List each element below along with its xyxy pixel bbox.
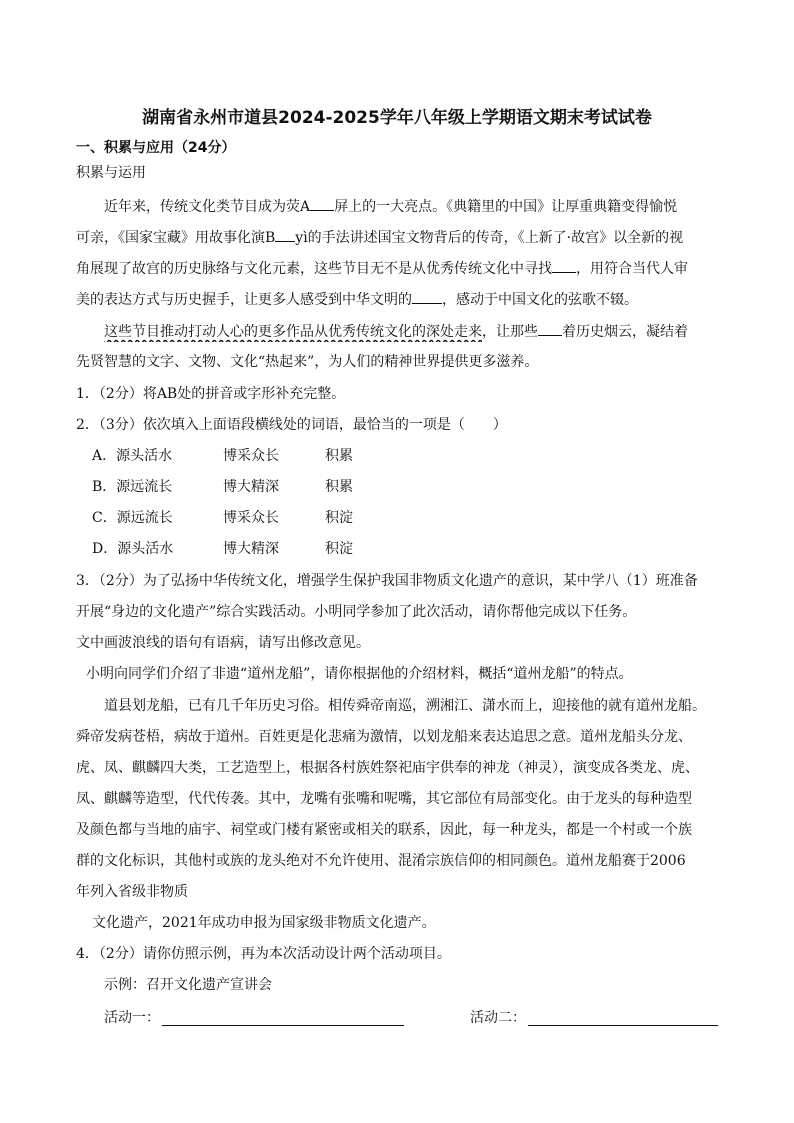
question-3-subtask: 小明向同学们介绍了非遗“道州龙船”，请你根据他的介绍材料，概括“道州龙船”的特点。	[86, 666, 633, 682]
option-label: A．源头活水	[92, 448, 173, 464]
blank-3	[538, 321, 562, 336]
blank-a	[310, 196, 334, 211]
question-3: 3．（2分）为了弘扬中华传统文化，增强学生保护我国非物质文化遗产的意识，某中学八（1）班准备	[76, 573, 698, 589]
material-line: 年列入省级非物质	[76, 884, 188, 900]
option-label: D．源头活水	[92, 541, 174, 557]
option-word: 博大精深	[223, 479, 279, 495]
passage-line	[104, 196, 728, 217]
passage-text: 着历史烟云，凝结着	[562, 324, 688, 340]
blank-2	[412, 289, 442, 304]
question-2: 2．（3分）依次填入上面语段横线处的词语，最恰当的一项是（ ）	[76, 417, 507, 433]
option-word: 积淀	[325, 510, 353, 526]
example-text: 示例：召开文化遗产宣讲会	[104, 977, 272, 993]
question-4: 4．（2分）请你仿照示例，再为本次活动设计两个活动项目。	[76, 946, 451, 962]
passage-text: ，让那些	[482, 324, 538, 340]
passage-line	[104, 321, 728, 342]
subheading: 积累与运用	[76, 165, 146, 181]
question-3-subtask: 文中画波浪线的语句有语病，请写出修改意见。	[76, 635, 370, 651]
passage-text: ，用符合当代人审	[576, 261, 688, 277]
option-word: 博采众长	[223, 448, 279, 464]
material-line: 文化遗产，2021年成功申报为国家级非物质文化遗产。	[92, 915, 436, 931]
section-heading: 一、积累与应用（24分）	[76, 140, 236, 156]
option-word: 积累	[325, 479, 353, 495]
passage-text: 角展现了故宫的历史脉络与文化元素，这些节目无不是从优秀传统文化中寻找	[76, 261, 552, 277]
material-line: 道县划龙船，已有几千年历史习俗。相传舜帝南巡，溯湘江、潇水而上，迎接他的就有道州龙船。	[104, 698, 706, 714]
passage-text: 美的表达方式与历史握手，让更多人感受到中华文明的	[76, 292, 412, 308]
material-line: 及颜色都与当地的庙宇、祠堂或门楼有紧密或相关的联系，因此，每一种龙头，都是一个村或一个族	[76, 822, 692, 838]
option-label: B．源远流长	[92, 479, 173, 495]
option-word: 积累	[325, 448, 353, 464]
passage-line	[76, 227, 728, 248]
option-word: 积淀	[325, 541, 353, 557]
passage-text: 屏上的一大亮点。《典籍里的中国》让厚重典籍变得愉悦	[334, 199, 678, 215]
material-line: 虎、凤、麒麟四大类，工艺造型上，根据各村族姓祭祀庙宇供奉的神龙（神灵），演变成各类龙、虎、	[76, 760, 699, 776]
option-label: C．源远流长	[92, 510, 173, 526]
passage-text: yì的手法讲述国宝文物背后的传奇，《上新了·故宫》以全新的视	[295, 230, 684, 246]
passage-text: 可亲，《国家宝藏》用故事化演B	[76, 230, 276, 246]
passage-line: 先贤智慧的文字、文物、文化“热起来”，为人们的精神世界提供更多滋养。	[76, 354, 539, 370]
passage-line	[76, 258, 728, 279]
passage-text: 近年来，传统文化类节目成为荧A	[104, 199, 311, 215]
question-1: 1．（2分）将AB处的拼音或字形补充完整。	[76, 386, 346, 402]
activity-2-answer-line[interactable]	[528, 1025, 718, 1026]
blank-1	[552, 258, 576, 273]
option-word: 博采众长	[223, 510, 279, 526]
material-line: 凤、麒麟等造型，代代传袭。其中，龙嘴有张嘴和呢嘴，其它部位有局部变化。由于龙头的每种造型	[76, 791, 692, 807]
passage-line	[76, 289, 728, 310]
activity-1-label: 活动一：	[104, 1010, 160, 1026]
option-word: 博大精深	[223, 541, 279, 557]
passage-text: ，感动于中国文化的弦歌不辍。	[442, 292, 638, 308]
page-title: 湖南省永州市道县2024-2025学年八年级上学期语文期末考试试卷	[142, 108, 652, 128]
activity-1-answer-line[interactable]	[162, 1025, 404, 1026]
blank-b	[275, 227, 295, 242]
wavy-underlined-sentence: 这些节目推动打动人心的更多作品从优秀传统文化的深处走来	[104, 324, 482, 340]
material-line: 群的文化标识，其他村或族的龙头绝对不允许使用、混淆宗族信仰的相同颜色。道州龙船赛于2006	[76, 853, 686, 869]
activity-2-label: 活动二：	[470, 1010, 526, 1026]
material-line: 舜帝发病苍梧，病故于道州。百姓更是化悲痛为激情，以划龙船来表达追思之意。道州龙船头分龙、	[76, 729, 692, 745]
question-3-cont: 开展“身边的文化遗产”综合实践活动。小明同学参加了此次活动，请你帮他完成以下任务。	[76, 604, 637, 620]
